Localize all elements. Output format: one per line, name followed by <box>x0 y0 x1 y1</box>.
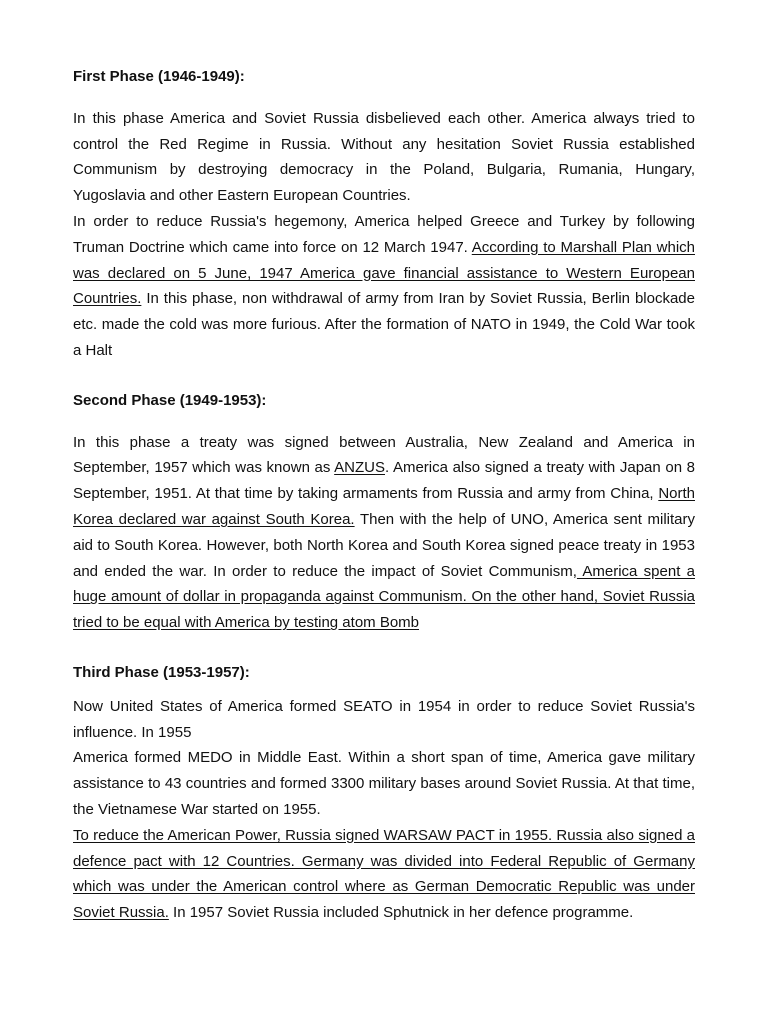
underlined-text: According to Marshall Plan which was declared on 5 June, 1947 America gave financial assistance to Western European Countries. <box>73 238 695 308</box>
paragraph: America formed MEDO in Middle East. Within a short span of time, America gave military assistance to 43 countries and formed 3300 military bases around Soviet Russia. At that time, the Vietnamese War started on 1955. <box>73 749 695 818</box>
paragraph <box>73 209 695 364</box>
underlined-text: To reduce the American Power, Russia signed WARSAW PACT in 1955. Russia also signed a defence pact with 12 Countries. Germany was divided into Federal Republic of Germany which was under the American control where as German Democratic Republic was under Soviet Russia. <box>73 826 695 922</box>
text-run: In 1957 Soviet Russia included Sphutnick in her defence programme. <box>168 904 634 922</box>
text-run: In this phase, non withdrawal of army from Iran by Soviet Russia, Berlin blockade etc. made the cold was more furious. After the formation of NATO in 1949, the Cold War took a Halt <box>73 290 695 359</box>
section-heading: Second Phase (1949-1953): <box>73 391 267 409</box>
paragraph <box>73 823 695 926</box>
text-run: . America also signed a treaty with Japan on 8 September, 1951. At that time by taking armaments from Russia and army from China, <box>73 459 695 503</box>
section-third-phase <box>73 660 695 926</box>
paragraph: Now United States of America formed SEATO in 1954 in order to reduce Soviet Russia's influence. In 1955 <box>73 697 695 741</box>
text-run: In this phase a treaty was signed between Australia, New Zealand and America in September, 1957 which was known as <box>73 433 695 477</box>
text-run: In order to reduce Russia's hegemony, America helped Greece and Turkey by following Truman Doctrine which came into force on 12 March 1947. <box>73 212 695 256</box>
section-first-phase <box>73 64 695 364</box>
underlined-text: North Korea declared war against South Korea. <box>73 485 695 528</box>
document-page <box>73 64 695 926</box>
paragraph <box>73 430 695 636</box>
section-heading: First Phase (1946-1949): <box>73 68 245 85</box>
paragraph: In this phase America and Soviet Russia disbelieved each other. America always tried to control the Red Regime in Russia. Without any hesitation Soviet Russia established Communism by destroying democracy in the Poland, Bulgaria, Rumania, Hungary, Yugoslavia and other Eastern European Countries. <box>73 109 695 205</box>
underlined-text: ANZUS <box>334 459 385 477</box>
text-run: Then with the help of UNO, America sent military aid to South Korea. However, both North Korea and South Korea signed peace treaty in 1953 and ended the war. In order to reduce the impact of Soviet Communism, <box>73 510 695 580</box>
section-second-phase <box>73 388 695 636</box>
section-heading: Third Phase (1953-1957): <box>73 663 250 681</box>
underlined-text: America spent a huge amount of dollar in propaganda against Communism. On the other hand, Soviet Russia tried to be equal with America by testing atom Bomb <box>73 562 695 632</box>
